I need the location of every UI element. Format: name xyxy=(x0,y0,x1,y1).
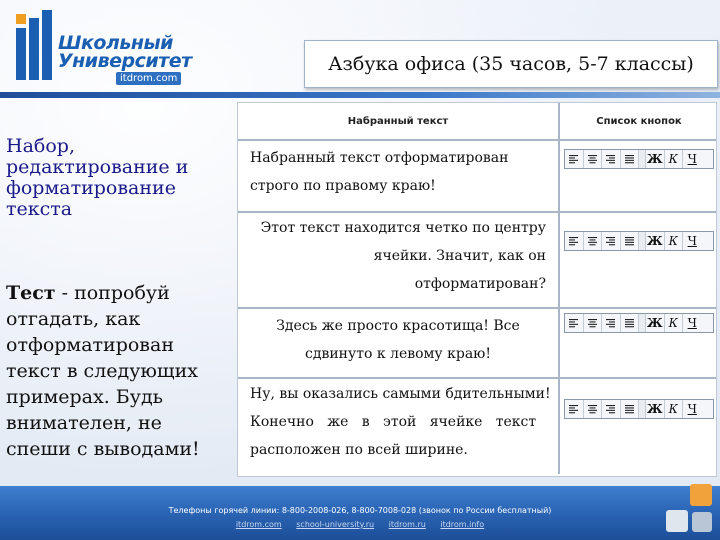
align-center-icon xyxy=(587,404,598,414)
text-cell xyxy=(238,309,558,377)
text-cell xyxy=(238,213,558,307)
toolbar-separator xyxy=(639,232,646,250)
underline-button[interactable]: Ч xyxy=(687,152,697,166)
align-justify-icon xyxy=(624,154,635,164)
section-body xyxy=(6,280,222,462)
footer-phone: Телефоны горячей линии: 8-800-2008-026, 8-800-7008-028 (звонок по России бесплатный) xyxy=(168,506,552,515)
body-bold-word: Тест xyxy=(6,282,56,304)
text-line: Здесь же просто красотища! Все xyxy=(276,318,520,334)
align-center-button[interactable] xyxy=(584,400,603,418)
align-justify-button[interactable] xyxy=(621,314,640,332)
formatting-table xyxy=(237,102,717,477)
underline-button[interactable]: Ч xyxy=(687,402,697,416)
italic-button[interactable]: К xyxy=(665,314,684,332)
underline-button[interactable]: Ч xyxy=(687,316,697,330)
align-right-button[interactable] xyxy=(602,400,621,418)
cubes-decoration-icon xyxy=(662,482,716,536)
button-cell xyxy=(558,309,718,377)
text-line: ячейки. Значит, как он xyxy=(373,248,546,264)
footer-links xyxy=(0,520,720,529)
formatting-toolbar xyxy=(564,399,714,419)
align-right-icon xyxy=(605,236,616,246)
align-justify-icon xyxy=(624,236,635,246)
text-line: отформатирован? xyxy=(414,276,546,292)
align-right-icon xyxy=(605,404,616,414)
footer-link[interactable]: itdrom.com xyxy=(235,520,282,529)
align-justify-icon xyxy=(624,318,635,328)
formatting-toolbar xyxy=(564,231,714,251)
italic-button[interactable]: К xyxy=(665,400,684,418)
button-cell xyxy=(558,141,718,211)
align-left-button[interactable] xyxy=(565,150,584,168)
align-justify-button[interactable] xyxy=(621,232,640,250)
toolbar-separator xyxy=(639,400,646,418)
text-cell xyxy=(238,379,558,474)
align-right-button[interactable] xyxy=(602,150,621,168)
footer-link[interactable]: itdrom.info xyxy=(440,520,485,529)
table-header xyxy=(238,103,716,141)
align-right-button[interactable] xyxy=(602,314,621,332)
footer-link[interactable]: itdrom.ru xyxy=(388,520,426,529)
italic-button[interactable]: К xyxy=(665,232,684,250)
table-row xyxy=(238,141,716,213)
underline-button[interactable]: Ч xyxy=(687,234,697,248)
bold-button[interactable]: Ж xyxy=(646,402,663,416)
align-right-icon xyxy=(605,318,616,328)
align-center-icon xyxy=(587,154,598,164)
logo-url: itdrom.com xyxy=(116,72,181,85)
text-cell xyxy=(238,141,558,211)
section-heading: Набор, редактирование и форматирование текста xyxy=(6,135,189,220)
align-justify-button[interactable] xyxy=(621,400,640,418)
align-left-button[interactable] xyxy=(565,232,584,250)
text-line: строго по правому краю! xyxy=(250,178,436,194)
column-header-button-list: Список кнопок xyxy=(558,103,718,139)
bold-button[interactable]: Ж xyxy=(646,234,663,248)
bold-button[interactable]: Ж xyxy=(646,316,663,330)
text-line: Ну, вы оказались самыми бдительными! xyxy=(250,386,551,402)
toolbar-separator xyxy=(639,150,646,168)
align-right-button[interactable] xyxy=(602,232,621,250)
footer-link[interactable]: school-university.ru xyxy=(296,520,375,529)
align-center-button[interactable] xyxy=(584,150,603,168)
page-title: Азбука офиса (35 часов, 5-7 классы) xyxy=(304,40,718,88)
align-center-icon xyxy=(587,236,598,246)
align-left-icon xyxy=(568,318,579,328)
formatting-toolbar xyxy=(564,149,714,169)
align-left-icon xyxy=(568,236,579,246)
align-left-icon xyxy=(568,154,579,164)
align-justify-icon xyxy=(624,404,635,414)
table-row xyxy=(238,213,716,309)
align-center-icon xyxy=(587,318,598,328)
align-right-icon xyxy=(605,154,616,164)
body-text: - попробуй отгадать, как отформатирован текст в следующих примерах. Будь внимателен, не спеши с выводами! xyxy=(6,282,200,460)
align-left-icon xyxy=(568,404,579,414)
text-line: Конечно же в этой ячейке текст xyxy=(250,414,537,430)
bold-button[interactable]: Ж xyxy=(646,152,663,166)
header-bar xyxy=(0,92,720,98)
button-cell xyxy=(558,379,718,474)
logo-line2: Университет xyxy=(58,50,192,72)
align-center-button[interactable] xyxy=(584,232,603,250)
align-justify-button[interactable] xyxy=(621,150,640,168)
italic-button[interactable]: К xyxy=(665,150,684,168)
align-left-button[interactable] xyxy=(565,314,584,332)
text-line: Этот текст находится четко по центру xyxy=(260,220,546,236)
text-line: расположен по всей ширине. xyxy=(250,442,468,458)
school-university-logo xyxy=(10,6,190,88)
logo-line1: Школьный xyxy=(58,32,173,54)
toolbar-separator xyxy=(639,314,646,332)
text-line: Набранный текст отформатирован xyxy=(250,150,509,166)
column-header-typed-text: Набранный текст xyxy=(347,115,449,127)
table-row xyxy=(238,309,716,379)
formatting-toolbar xyxy=(564,313,714,333)
align-left-button[interactable] xyxy=(565,400,584,418)
align-center-button[interactable] xyxy=(584,314,603,332)
text-line: сдвинуто к левому краю! xyxy=(304,346,491,362)
button-cell xyxy=(558,213,718,307)
table-row xyxy=(238,379,716,474)
logo-mark-icon xyxy=(14,10,54,82)
